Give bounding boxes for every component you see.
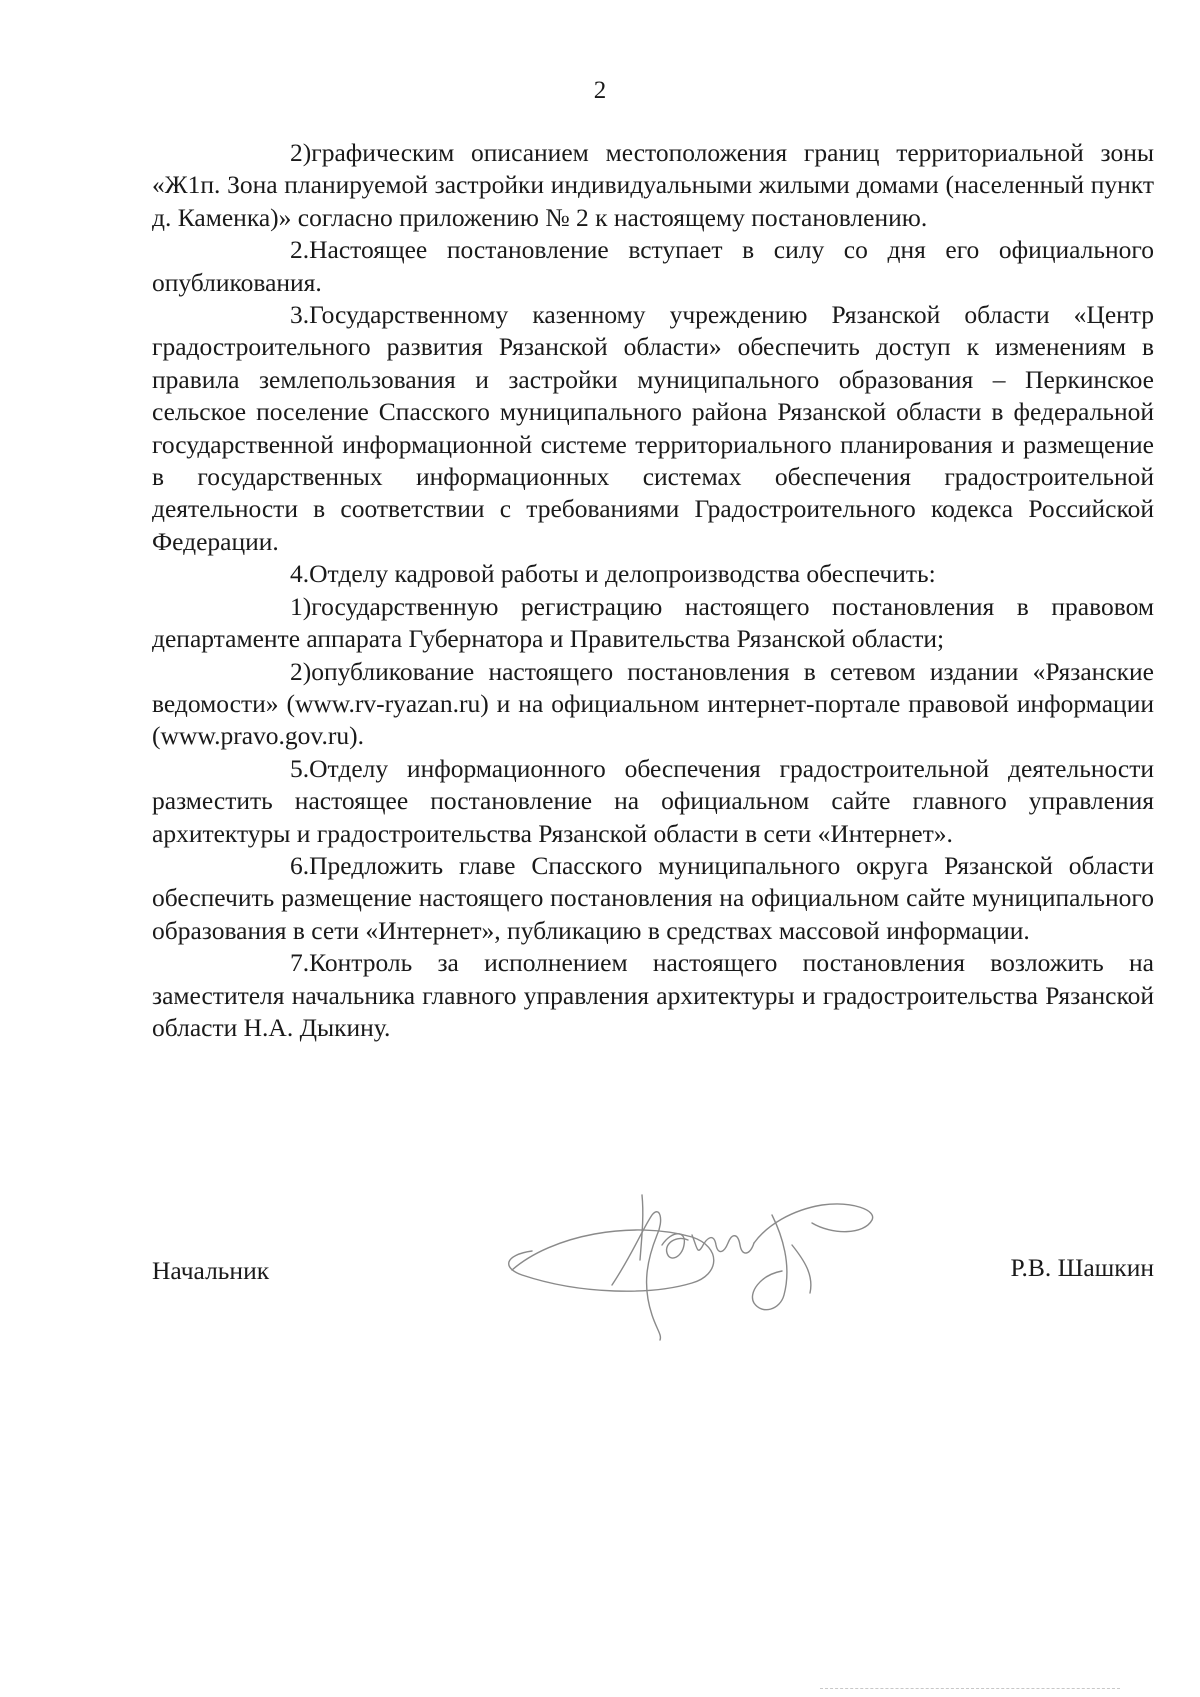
paragraph-4-subitem-2 (152, 656, 1154, 753)
document-body (152, 137, 1154, 1044)
signatory-position: Начальник (152, 1256, 270, 1285)
paragraph-6 (152, 850, 1154, 947)
paragraph-number: 1) (290, 591, 312, 621)
paragraph-7 (152, 947, 1154, 1044)
handwritten-signature-icon (492, 1175, 892, 1345)
paragraph-4-subitem-1 (152, 591, 1154, 656)
paragraph-number: 7. (290, 948, 310, 978)
paragraph-text: Отделу кадровой работы и делопроизводства обеспечить: (309, 559, 936, 589)
paragraph-number: 6. (290, 850, 310, 880)
page-number: 2 (593, 77, 607, 104)
paragraph-text: Контроль за исполнением настоящего постановления возложить на заместителя начальника главного управления архитектуры и градостроительства Рязанской области Н.А. Дыкину. (152, 948, 1154, 1042)
paragraph-3 (152, 299, 1154, 558)
paragraph-text: Государственному казенному учреждению Рязанской области «Центр градостроительного развития Рязанской области» обеспечить доступ к изменениям в правила землепользования и застройки муниципального образования – Перкинское сельское поселение Спасского муниципального района Рязанской области в федеральной государственной информационной системе территориального планирования и размещение в государственных информационных системах обеспечения градостроительной деятельности в соответствии с требованиями Градостроительного кодекса Российской Федерации. (152, 300, 1154, 556)
paragraph-text: Настоящее постановление вступает в силу со дня его официального опубликования. (152, 235, 1154, 297)
paragraph-text: графическим описанием местоположения границ территориальной зоны «Ж1п. Зона планируемой застройки индивидуальными жилыми домами (населенный пункт д. Каменка)» согласно приложению № 2 к настоящему постановлению. (152, 138, 1154, 232)
paragraph-number: 5. (290, 753, 310, 783)
paragraph-text: Отделу информационного обеспечения градостроительной деятельности разместить настоящее постановление на официальном сайте главного управления архитектуры и градостроительства Рязанской области в сети «Интернет». (152, 753, 1154, 848)
paragraph-number: 2. (290, 235, 310, 265)
paragraph-4 (152, 558, 1154, 590)
paragraph-number: 2) (290, 656, 312, 686)
paragraph-text: государственную регистрацию настоящего постановления в правовом департаменте аппарата Губернатора и Правительства Рязанской области; (152, 591, 1154, 654)
signatory-name: Р.В. Шашкин (1010, 1253, 1154, 1282)
paragraph-text: опубликование настоящего постановления в сетевом издании «Рязанские ведомости» (www.rv-ryazan.ru) и на официальном интернет-портале правовой информации (www.pravo.gov.ru). (152, 656, 1154, 751)
scan-edge-mark (820, 1688, 1120, 1690)
paragraph-number: 4. (290, 559, 310, 589)
paragraph-5 (152, 753, 1154, 850)
paragraph-number: 3. (290, 300, 310, 330)
paragraph-2 (152, 234, 1154, 299)
paragraph-text: Предложить главе Спасского муниципального округа Рязанской области обеспечить размещение настоящего постановления на официальном сайте муниципального образования в сети «Интернет», публикацию в средствах массовой информации. (152, 850, 1154, 945)
signature-block (152, 1185, 1154, 1345)
paragraph-1-subitem-2 (152, 137, 1154, 234)
paragraph-number: 2) (290, 138, 312, 167)
